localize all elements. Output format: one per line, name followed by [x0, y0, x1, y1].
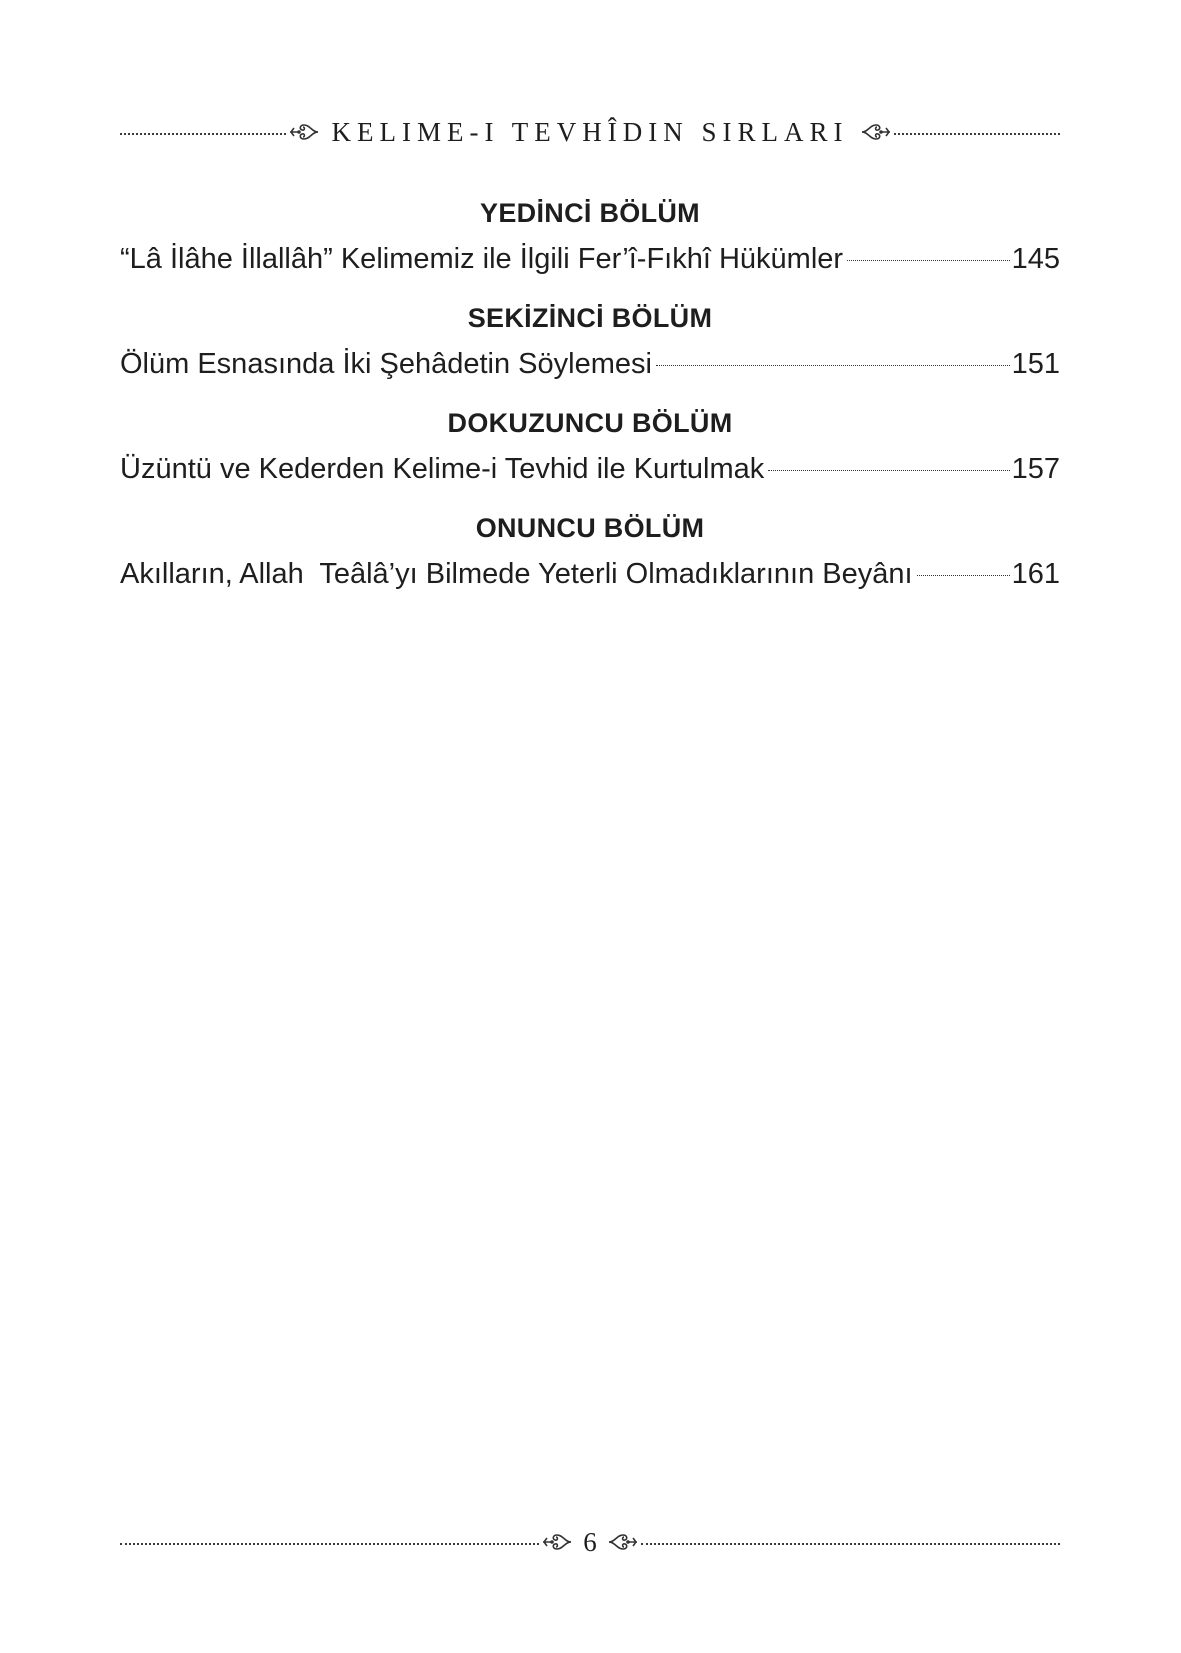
- toc-page-number: 157: [1011, 453, 1060, 485]
- footer-dotted-rule-left: [120, 1543, 539, 1545]
- running-header: [120, 112, 1060, 152]
- fleuron-right-icon: [856, 117, 894, 147]
- fleuron-left-icon: [286, 117, 324, 147]
- table-of-contents: [120, 195, 1060, 615]
- toc-entry-title: “Lâ İlâhe İllallâh” Kelimemiz ile İlgili Fer’î-Fıkhî Hükümler: [120, 243, 844, 275]
- section-heading: ONUNCU BÖLÜM: [475, 513, 705, 543]
- toc-section-9: [120, 405, 1060, 489]
- toc-entry[interactable]: [120, 344, 1060, 384]
- toc-section-10: [120, 510, 1060, 594]
- page-number: 6: [583, 1526, 597, 1557]
- running-header-title: KELIME-I TEVHÎDIN SIRLARI: [331, 116, 849, 147]
- toc-page-number: 161: [1011, 558, 1060, 590]
- toc-entry[interactable]: [120, 239, 1060, 279]
- toc-page-number: 151: [1011, 348, 1060, 380]
- footer-dotted-rule-right: [641, 1543, 1060, 1545]
- header-dotted-rule-left: [120, 133, 286, 135]
- toc-page-number: 145: [1011, 243, 1060, 275]
- dot-leader: [768, 470, 1009, 471]
- toc-entry[interactable]: [120, 449, 1060, 489]
- section-heading: YEDİNCİ BÖLÜM: [480, 198, 700, 228]
- fleuron-left-icon: [539, 1527, 577, 1557]
- toc-section-7: [120, 195, 1060, 279]
- section-heading: SEKİZİNCİ BÖLÜM: [467, 303, 713, 333]
- dot-leader: [656, 365, 1010, 366]
- fleuron-right-icon: [603, 1527, 641, 1557]
- toc-entry-title: Ölüm Esnasında İki Şehâdetin Söylemesi: [120, 348, 652, 380]
- toc-entry[interactable]: [120, 554, 1060, 594]
- toc-entry-title: Üzüntü ve Kederden Kelime-i Tevhid ile Kurtulmak: [120, 453, 765, 485]
- toc-section-8: [120, 300, 1060, 384]
- dot-leader: [847, 260, 1010, 261]
- page-footer: [120, 1522, 1060, 1562]
- toc-entry-title: Akılların, Allah Teâlâ’yı Bilmede Yeterli Olmadıklarının Beyânı: [120, 558, 913, 590]
- section-heading: DOKUZUNCU BÖLÜM: [447, 408, 733, 438]
- dot-leader: [917, 575, 1010, 576]
- header-dotted-rule-right: [894, 133, 1060, 135]
